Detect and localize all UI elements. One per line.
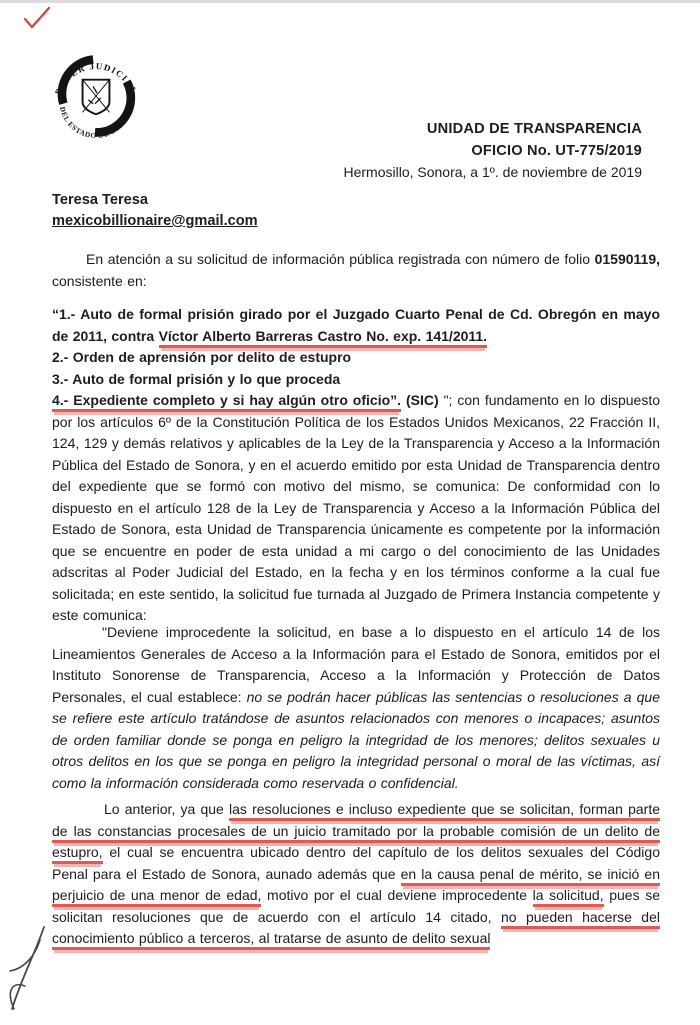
request-item-3-text: 3.- Auto de formal prisión y lo que proceda bbox=[52, 370, 341, 387]
office-title: UNIDAD DE TRANSPARENCIA bbox=[426, 121, 642, 137]
request-item-1-text: “1.- Auto de formal prisión girado por el Juzgado Cuarto Penal de Cd. Obregón en mayo de 2011, contra bbox=[52, 306, 660, 344]
legal-basis-text: "; con fundamento en lo dispuesto por los artículos 6º de la Constitución Política de los Estados Unidos Mexicanos, 22 Fracción II, 124, 129 y demás relativos y aplicables de la Ley de la Transparencia y Acceso a la Información Pública del Estado de Sonora, y en el acuerdo emitido por esta Unidad de Transparencia dentro del expediente que se formó con motivo del mismo, se comunica: De conformidad con lo dispuesto en el artículo 128 de la Ley de Transparencia y Acceso a la Información Pública del Estado de Sonora, esta Unidad de Transparencia únicamente es competente por la información que se encuentre en poder de esta unidad a mi cargo o del conocimiento de las Unidades adscritas al Poder Judicial del Estado, en la fecha y en los términos conforme a la cual fue solicitada; en este sentido, la solicitud fue turnada al Juzgado de Primera Instancia competente y este comunica: bbox=[52, 392, 660, 623]
redline-request-item-4: 4.- Expediente completo y si hay algún otro oficio”. bbox=[52, 392, 401, 412]
recipient-name: Teresa Teresa bbox=[52, 192, 149, 208]
ruling-section bbox=[52, 622, 660, 794]
redline-request-clause: la solicitud, bbox=[533, 887, 604, 907]
closing-text-3: motivo por el cual deviene improcedente bbox=[261, 887, 533, 903]
dateline: Hermosillo, Sonora, a 1º. de noviembre de 2019 bbox=[343, 164, 642, 180]
intro-paragraph bbox=[52, 249, 660, 292]
closing-text-4: pues se solicitan resoluciones que de acuerdo con el artículo 14 citado, bbox=[52, 887, 660, 925]
recipient-email: mexicobillionaire@gmail.com bbox=[52, 213, 258, 229]
intro-text-pre: En atención a su solicitud de información pública registrada con número de folio bbox=[86, 251, 595, 267]
redline-minor-victim-clause: en la causa penal de mérito, se inició en perjuicio de una menor de edad, bbox=[52, 866, 660, 908]
seal-shield-icon bbox=[83, 80, 110, 115]
redline-confidentiality-clause: no pueden hacerse del conocimiento público a terceros, al tratarse de asunto de delito sexual bbox=[52, 909, 660, 951]
pen-scribble-icon bbox=[6, 925, 54, 1022]
sic-marker: (SIC) bbox=[401, 392, 444, 408]
folio-number: 01590119, bbox=[594, 251, 660, 267]
redline-defendant-name: Víctor Alberto Barreras Castro No. exp. 141/2011. bbox=[159, 328, 488, 348]
request-item-4-and-legal-basis bbox=[52, 390, 660, 627]
ruling-quote-italic: no se podrán hacer públicas las sentencias o resoluciones a que se refiere este artículo tratándose de asuntos relacionados con menores o incapaces; asuntos de orden familiar donde se ponga en peligro la integridad de los menores; delitos sexuales u otros delitos en los que se ponga en peligro la integridad personal o moral de las víctimas, así como la información considerada como reservada o confidencial. bbox=[52, 688, 660, 791]
red-checkmark-icon bbox=[22, 5, 52, 37]
intro-section bbox=[52, 249, 660, 292]
request-item-2 bbox=[52, 347, 660, 369]
ruling-text: "Deviene improcedente la solicitud, en base a lo dispuesto en el artículo 14 de los Lineamientos Generales de Acceso a la Información para el Estado de Sonora, emitidos por el Instituto Sonorense de Transparencia, Acceso a la Información y Protección de Datos Personales, el cual establece: bbox=[52, 624, 660, 705]
redline-resolutions-clause: las resoluciones e incluso expediente que se solicitan, forman parte de las constancias procesales de un juicio tramitado por la probable comisión de un delito de estupro, bbox=[52, 801, 660, 864]
oficio-number: OFICIO No. UT-775/2019 bbox=[471, 142, 642, 159]
request-list-section bbox=[52, 304, 660, 627]
closing-section bbox=[52, 799, 660, 950]
intro-text-post: consistente en: bbox=[52, 272, 147, 289]
closing-text-2: el cual se encuentra ubicado dentro del capítulo de los delitos sexuales del Código Penal para el Estado de Sonora, aunado además que bbox=[52, 844, 660, 882]
seal-bottom-text: DEL ESTADO DE SONORA bbox=[57, 105, 135, 141]
closing-paragraph bbox=[52, 799, 660, 950]
ruling-paragraph bbox=[52, 622, 660, 794]
closing-text-1: Lo anterior, ya que bbox=[104, 801, 229, 817]
request-item-2-text: 2.- Orden de aprensión por delito de estupro bbox=[52, 349, 352, 365]
request-item-3 bbox=[52, 369, 660, 391]
seal-top-text: PODER JUDICIAL bbox=[52, 60, 140, 97]
letter-header bbox=[52, 119, 642, 184]
request-item-1 bbox=[52, 304, 660, 347]
recipient-block bbox=[52, 190, 258, 232]
